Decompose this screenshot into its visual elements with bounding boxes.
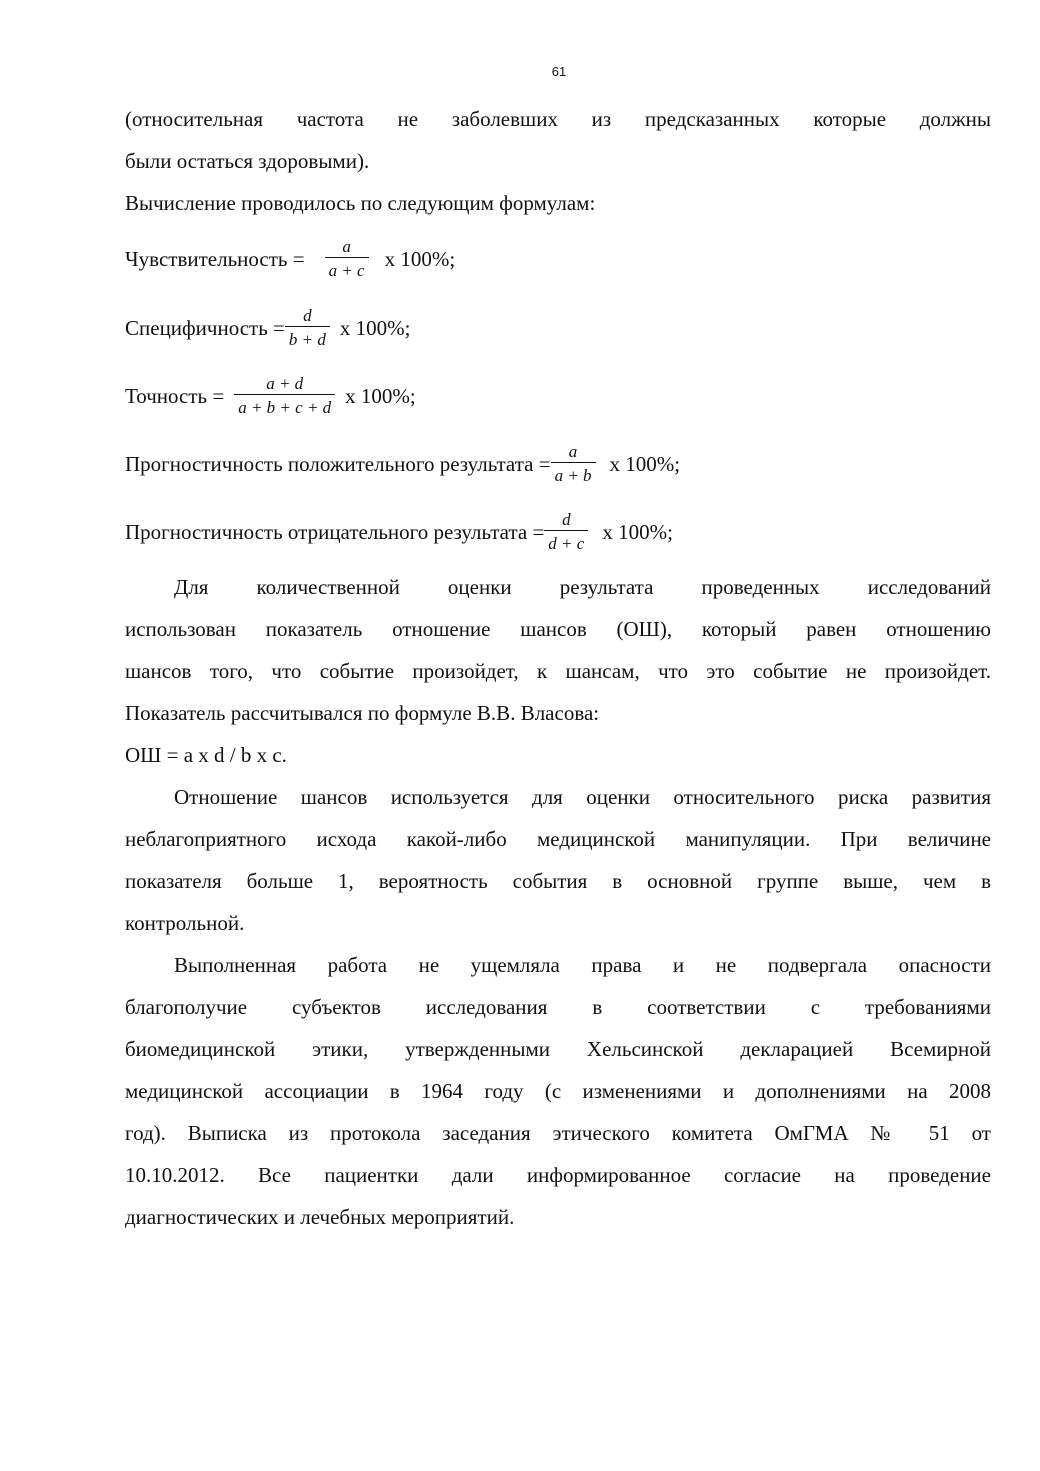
text-line: (относительная частота не заболевших из предсказанных которые должны	[125, 107, 991, 131]
formula-suffix: x 100%;	[384, 246, 456, 271]
text-line: благополучие субъектов исследования в соответствии с требованиями	[125, 995, 991, 1019]
formula-negative-predictive	[125, 498, 991, 566]
text-line: Показатель рассчитывался по формуле В.В. Власова:	[125, 701, 600, 725]
fraction-denominator: a + b + c + d	[234, 394, 335, 418]
text-line: Вычисление проводилось по следующим формулам:	[125, 191, 596, 215]
formula-label: Специфичность =	[125, 315, 285, 340]
fraction	[325, 237, 369, 281]
formula-sensitivity	[125, 224, 991, 294]
fraction	[544, 510, 588, 554]
text-line: 10.10.2012. Все пациентки дали информированное согласие на проведение	[125, 1163, 991, 1187]
text-line: год). Выписка из протокола заседания этического комитета ОмГМА № 51 от	[125, 1121, 991, 1145]
formula-positive-predictive	[125, 430, 991, 498]
fraction-denominator: b + d	[285, 326, 330, 350]
text-line: медицинской ассоциации в 1964 году (с изменениями и дополнениями на 2008	[125, 1079, 991, 1103]
text-line: неблагоприятного исхода какой-либо медицинской манипуляции. При величине	[125, 827, 991, 851]
text-line: Для количественной оценки результата проведенных исследований	[174, 575, 991, 599]
fraction-numerator: d	[303, 306, 312, 325]
formula-label: Прогностичность положительного результата =	[125, 451, 551, 476]
formula-accuracy	[125, 362, 991, 430]
fraction-denominator: d + c	[544, 530, 588, 554]
fraction-numerator: a	[568, 442, 578, 461]
fraction-denominator: a + c	[325, 257, 369, 281]
formula-suffix: x 100%;	[339, 315, 411, 340]
text-line: Отношение шансов используется для оценки относительного риска развития	[174, 785, 991, 809]
formula-suffix: x 100%;	[609, 451, 681, 476]
fraction-numerator: a + d	[266, 374, 304, 393]
odds-ratio-formula: ОШ = a x d / b x c.	[125, 743, 287, 767]
document-body	[125, 98, 991, 1238]
formula-suffix: x 100%;	[345, 383, 416, 408]
fraction	[551, 442, 596, 486]
fraction	[234, 374, 335, 418]
text-line: использован показатель отношение шансов (ОШ), который равен отношению	[125, 617, 991, 641]
fraction-denominator: a + b	[551, 462, 596, 486]
fraction-numerator: a	[342, 237, 351, 256]
fraction	[285, 306, 330, 350]
formula-specificity	[125, 294, 991, 362]
formula-label: Прогностичность отрицательного результата =	[125, 519, 545, 544]
text-line: были остаться здоровыми).	[125, 149, 370, 173]
text-line: Выполненная работа не ущемляла права и не подвергала опасности	[174, 953, 991, 977]
formula-label: Точность =	[125, 383, 225, 408]
formula-label: Чувствительность =	[125, 246, 305, 271]
text-line: контрольной.	[125, 911, 245, 935]
text-line: диагностических и лечебных мероприятий.	[125, 1205, 515, 1229]
fraction-numerator: d	[562, 510, 571, 529]
text-line: шансов того, что событие произойдет, к шансам, что это событие не произойдет.	[125, 659, 991, 683]
formula-suffix: x 100%;	[602, 519, 673, 544]
text-line: биомедицинской этики, утвержденными Хельсинской декларацией Всемирной	[125, 1037, 991, 1061]
page-number: 61	[551, 64, 567, 79]
text-line: показателя больше 1, вероятность события в основной группе выше, чем в	[125, 869, 991, 893]
